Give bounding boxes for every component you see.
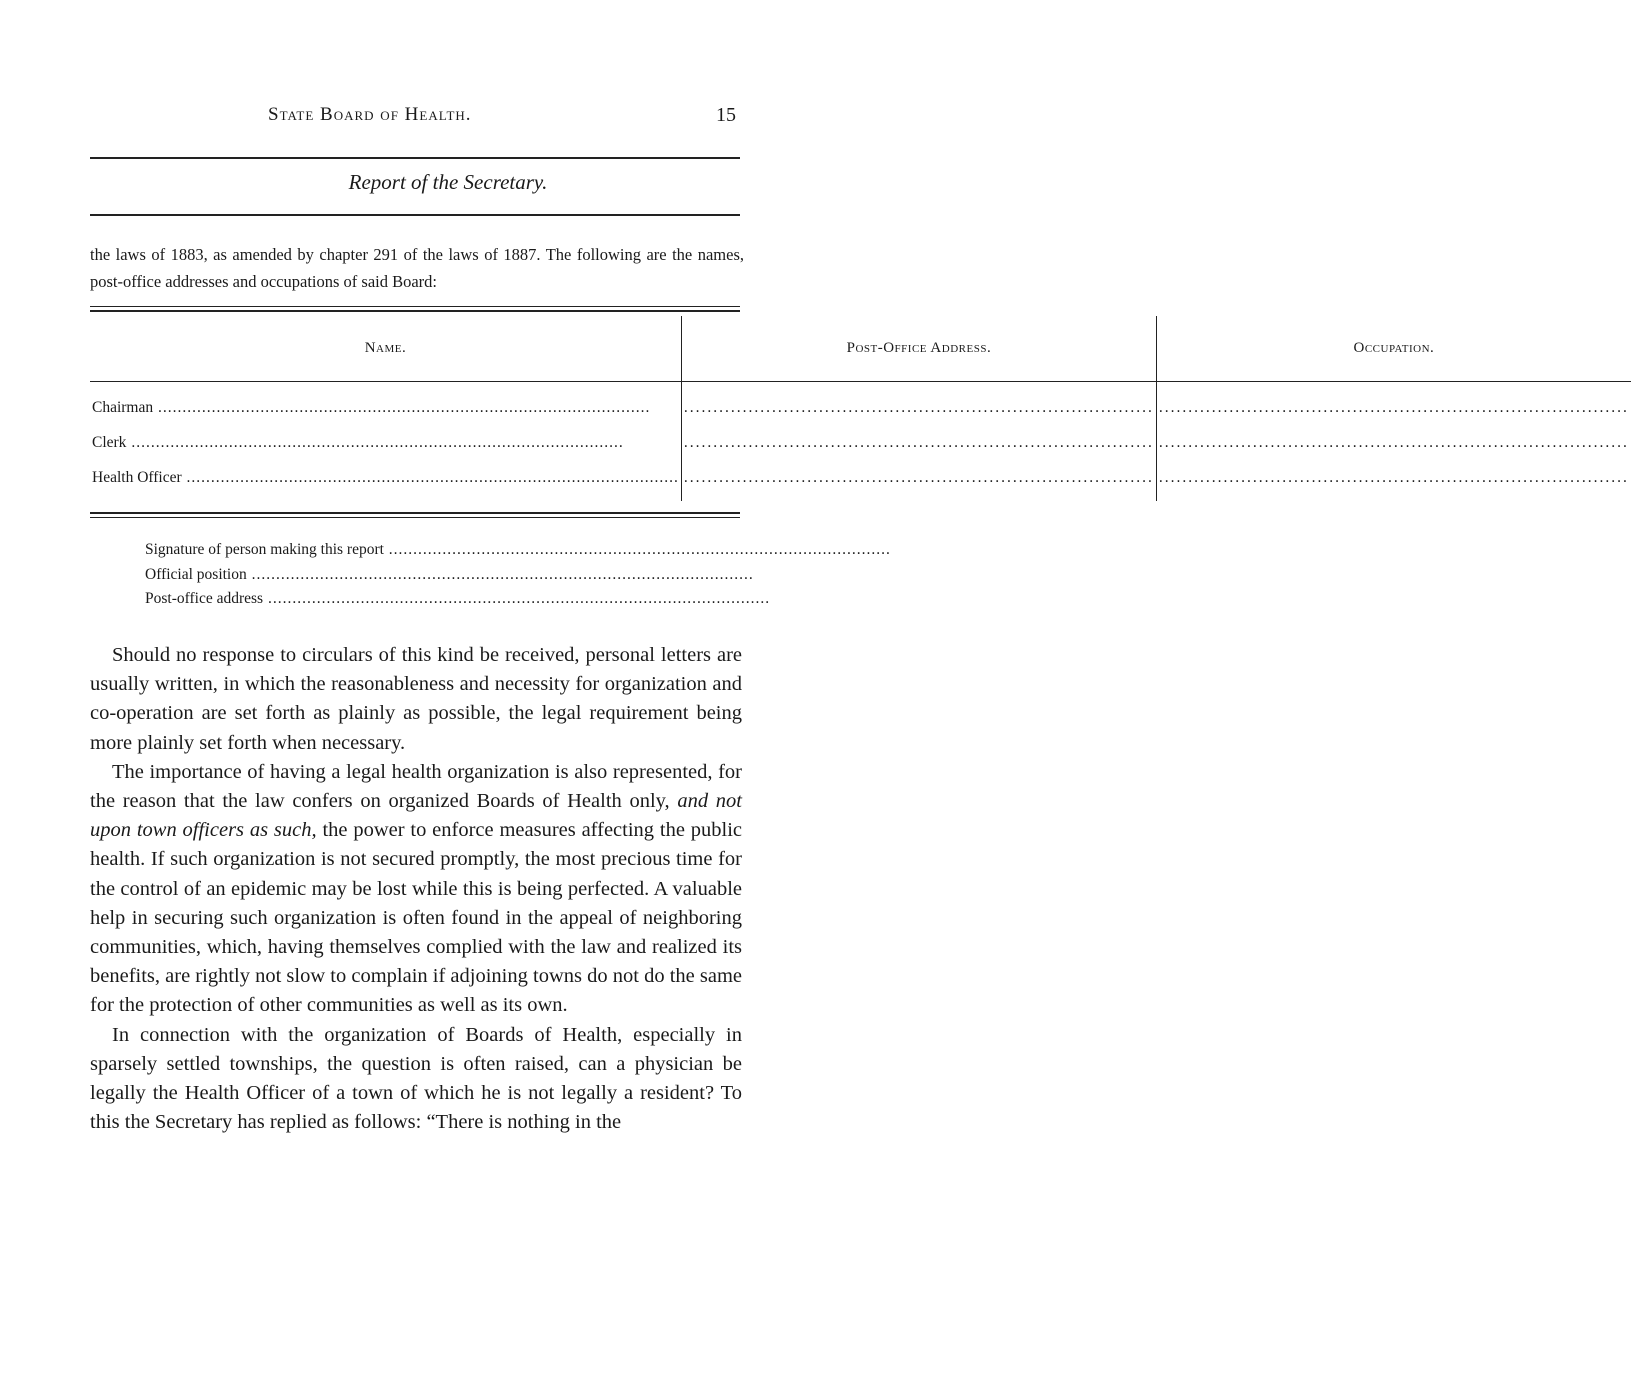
row-label: Clerk	[92, 434, 127, 451]
running-title: State Board of Health.	[268, 104, 472, 125]
row-label: Chairman	[92, 399, 154, 416]
section-subtitle: Report of the Secretary.	[348, 170, 548, 194]
table-rule-bottom-1	[90, 512, 740, 514]
paragraph-1: Should no response to circulars of this kind be received, personal letters are usually written, in which the reasonableness and necessity for organization and co-operation are set forth as plainly as possible, the legal requirement being more plainly set forth when necessary.	[90, 644, 742, 754]
intro-text: the laws of 1883, as amended by chapter 291 of the laws of 1887. The following are the names, post-office addresses and occupations of said Board:	[90, 245, 744, 291]
post-office-address-line[interactable]	[145, 587, 741, 612]
row-label: Health Officer	[92, 469, 182, 486]
table-row	[90, 417, 1631, 452]
table-rule-top-2	[90, 310, 740, 312]
header-rule-top	[90, 157, 740, 159]
signature-block	[145, 538, 741, 612]
official-position-line[interactable]	[145, 563, 741, 588]
signature-line[interactable]	[145, 538, 741, 563]
address-blank[interactable]	[681, 382, 1156, 418]
table-row	[90, 452, 1631, 487]
table-row	[90, 382, 1631, 418]
paragraph-2	[90, 758, 742, 1021]
board-members-table	[90, 316, 1631, 501]
paragraph-3: In connection with the organization of Boards of Health, especially in sparsely settled townships, the question is often raised, can a physician be legally the Health Officer of a town of which he is not legally a resident? To this the Secretary has replied as follows: “There is nothing in the	[90, 1023, 742, 1134]
row-label-cell	[90, 382, 681, 418]
body-text	[90, 641, 742, 1137]
page-number: 15	[716, 104, 736, 126]
column-header-occupation: Occupation.	[1353, 339, 1435, 356]
signature-label: Signature of person making this report	[145, 541, 384, 558]
paragraph-2-start: The importance of having a legal health organization is also represented, for the reason that the law confers on organized Boards of Health only,	[90, 760, 742, 813]
table-rule-top-1	[90, 306, 740, 307]
row-label-cell	[90, 417, 681, 452]
address-blank[interactable]	[681, 417, 1156, 452]
occupation-blank[interactable]	[1156, 382, 1631, 418]
paragraph-2-end: the power to enforce measures affecting the public health. If such organization is not secured promptly, the most precious time for the control of an epidemic may be lost while this is being perfected. A valuable help in securing such organization is often found in the appeal of neighboring communities, which, having themselves complied with the law and realized its benefits, are rightly not slow to complain if adjoining towns do not do the same for the protection of other communities as well as its own.	[90, 819, 742, 1017]
intro-paragraph	[90, 241, 744, 295]
post-office-address-label: Post-office address	[145, 590, 264, 607]
column-header-address: Post-Office Address.	[681, 316, 1156, 373]
occupation-blank[interactable]	[1156, 417, 1631, 452]
column-header-name: Name.	[90, 316, 681, 373]
row-label-cell	[90, 452, 681, 487]
header-rule-bottom	[90, 214, 740, 216]
official-position-label: Official position	[145, 565, 247, 583]
paragraph-2-italic: and not upon town officers as such,	[90, 790, 742, 842]
address-blank[interactable]	[681, 452, 1156, 487]
table-rule-bottom-2	[90, 517, 740, 518]
occupation-blank[interactable]	[1156, 452, 1631, 487]
